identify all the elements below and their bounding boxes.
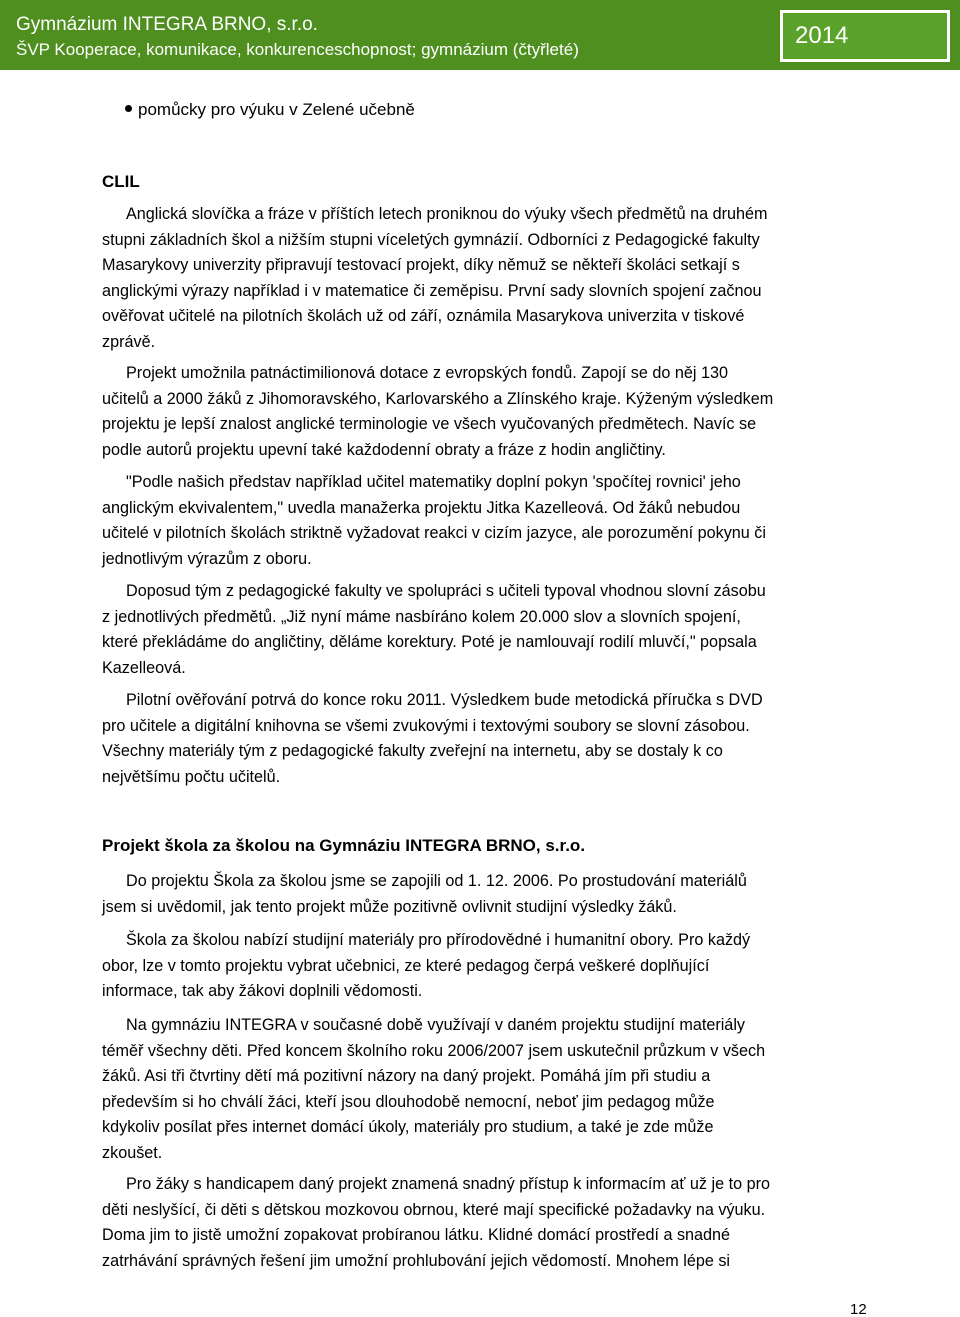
text-line: Kazelleová. xyxy=(102,658,186,677)
text-line: anglickým ekvivalentem," uvedla manažerka projektu Jitka Kazelleová. Od žáků nebudou xyxy=(102,498,741,517)
text-line: Všechny materiály tým z pedagogické fakulty zveřejní na internetu, aby se dostaly k co xyxy=(102,742,723,760)
text-line: největšímu počtu učitelů. xyxy=(102,767,281,786)
text-line: Masarykovy univerzity připravují testovací projekt, díky němuž se někteří školáci setkají s xyxy=(102,256,740,274)
text-line: podle autorů projektu upevní také každodenní obraty a fráze z hodin angličtiny. xyxy=(102,440,666,459)
text-line: anglickými výrazy například i v matematice či zeměpisu. První sady slovních spojení začnou xyxy=(102,281,762,300)
text-line: Do projektu Škola za školou jsme se zapojili od 1. 12. 2006. Po prostudování materiálů xyxy=(126,872,747,890)
clil-paragraph-1 xyxy=(102,202,872,355)
bullet-text: pomůcky pro výuku v Zelené učebně xyxy=(138,100,415,119)
text-line: z jednotlivých předmětů. „Již nyní máme nasbíráno kolem 20.000 slov a slovních spojení, xyxy=(102,607,741,626)
text-line: téměř všechny děti. Před koncem školního roku 2006/2007 jsem uskutečnil průzkum v všech xyxy=(102,1041,766,1060)
text-line: Anglická slovíčka a fráze v příštích letech proniknou do výuky všech předmětů na druhém xyxy=(126,205,768,223)
clil-paragraph-3 xyxy=(102,470,872,572)
section-heading-projekt: Projekt škola za školou na Gymnáziu INTEGRA BRNO, s.r.o. xyxy=(102,836,586,855)
text-line: zkoušet. xyxy=(102,1143,163,1162)
bullet-item xyxy=(125,100,415,120)
text-line: děti neslyšící, či děti s dětskou mozkovou obrnou, které mají specifické požadavky na výuku. xyxy=(102,1200,766,1219)
text-line: především si ho chválí žáci, kteří jsou dlouhodobě nemocní, neboť jim pedagog může xyxy=(102,1092,715,1111)
clil-paragraph-2 xyxy=(102,361,872,463)
text-line: informace, tak aby žákovi doplnili vědomosti. xyxy=(102,982,423,1000)
text-line: Doma jim to jistě umožní zopakovat probíranou látku. Klidné domácí prostředí a snadné xyxy=(102,1226,731,1244)
text-line: Na gymnáziu INTEGRA v současné době využívají v daném projektu studijní materiály xyxy=(126,1016,746,1034)
page-header xyxy=(0,0,960,70)
text-line: stupni základních škol a nižším stupni víceletých gymnázií. Odborníci z Pedagogické fakulty xyxy=(102,230,760,249)
text-line: Pilotní ověřování potrvá do konce roku 2011. Výsledkem bude metodická příručka s DVD xyxy=(126,691,763,709)
text-line: zprávě. xyxy=(102,332,156,351)
text-line: obor, lze v tomto projektu vybrat učebnici, ze které pedagog čerpá veškeré doplňující xyxy=(102,956,710,975)
clil-paragraph-4 xyxy=(102,579,872,681)
header-year: 2014 xyxy=(795,22,849,49)
text-line: projektu je lepší znalost anglické terminologie ve všech vyučovaných předmětech. Navíc se xyxy=(102,415,757,433)
header-program-name: ŠVP Kooperace, komunikace, konkurenceschopnost; gymnázium (čtyřleté) xyxy=(16,40,579,59)
text-line: jednotlivým výrazům z oboru. xyxy=(102,549,312,568)
text-line: Projekt umožnila patnáctimilionová dotace z evropských fondů. Zapojí se do něj 130 xyxy=(126,364,728,382)
projekt-paragraph-4 xyxy=(102,1172,872,1274)
page-number: 12 xyxy=(850,1301,867,1317)
bullet-icon xyxy=(125,105,132,112)
header-year-box xyxy=(780,10,950,62)
text-line: učitelů a 2000 žáků z Jihomoravského, Karlovarského a Zlínského kraje. Kýženým výsledkem xyxy=(102,389,774,408)
header-school-name: Gymnázium INTEGRA BRNO, s.r.o. xyxy=(16,14,318,35)
projekt-paragraph-2 xyxy=(102,928,872,1005)
text-line: kdykoliv posílat přes internet domácí úkoly, materiály pro studium, a také je zde může xyxy=(102,1118,714,1136)
text-line: které překládáme do angličtiny, děláme korektury. Poté je namlouvají rodilí mluvčí," popsala xyxy=(102,633,757,651)
text-line: učitelé v pilotních školách striktně vyžadovat reakci v cizím jazyce, ale porozumění pokynu či xyxy=(102,524,766,542)
text-line: jsem si uvědomil, jak tento projekt může pozitivně ovlivnit studijní výsledky žáků. xyxy=(102,897,677,916)
text-line: žáků. Asi tři čtvrtiny dětí má pozitivní názory na daný projekt. Pomáhá jím při studiu a xyxy=(102,1067,711,1085)
text-line: pro učitele a digitální knihovna se všemi zvukovými i textovými soubory se slovní zásobou. xyxy=(102,716,750,735)
text-line: "Podle našich představ například učitel matematiky doplní pokyn 'spočítej rovnici' jeho xyxy=(126,473,741,491)
text-line: Škola za školou nabízí studijní materiály pro přírodovědné i humanitní obory. Pro každý xyxy=(126,931,751,949)
projekt-paragraph-3 xyxy=(102,1013,872,1166)
text-line: Pro žáky s handicapem daný projekt znamená snadný přístup k informacím ať už je to pro xyxy=(126,1175,770,1193)
text-line: Doposud tým z pedagogické fakulty ve spolupráci s učiteli typoval vhodnou slovní zásobu xyxy=(126,582,766,600)
clil-paragraph-5 xyxy=(102,688,872,790)
text-line: ověřovat učitelé na pilotních školách už od září, oznámila Masarykova univerzita v tiskové xyxy=(102,307,745,325)
projekt-paragraph-1 xyxy=(102,869,872,920)
text-line: zatrhávání správných řešení jim umožní prohlubování jejich vědomostí. Mnohem lépe si xyxy=(102,1251,731,1270)
section-heading-clil: CLIL xyxy=(102,172,140,191)
